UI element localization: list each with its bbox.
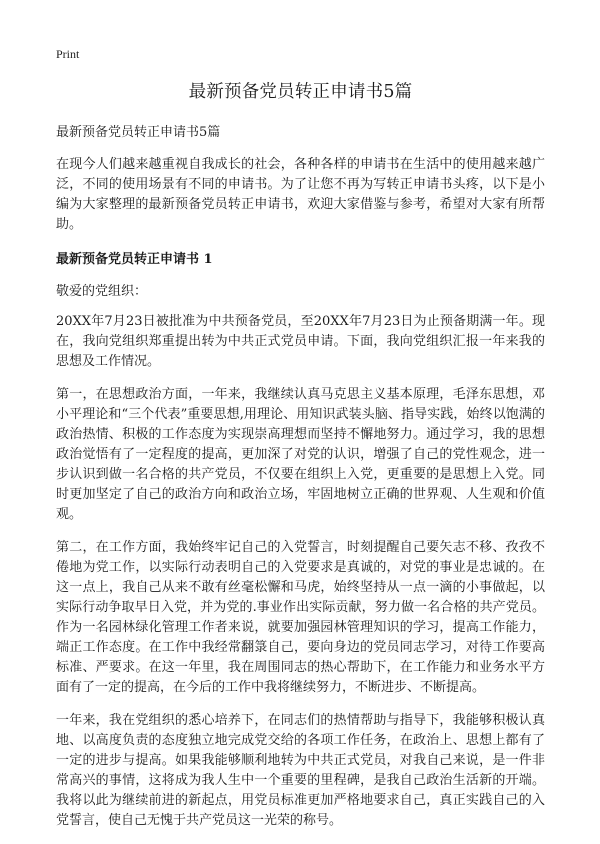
document-title: 最新预备党员转正申请书5篇	[188, 82, 413, 102]
document-subtitle: 最新预备党员转正申请书5篇	[56, 125, 221, 140]
section-heading: 最新预备党员转正申请书 1	[56, 252, 213, 267]
greeting: 敬爱的党组织：	[56, 284, 148, 299]
paragraph-2: 第一，在思想政治方面，一年来，我继续认真马克思主义基本原理，毛泽东思想，邓小平理论和“三个代表”重要思想,用理论、用知识武装头脑、指导实践，始终以饱满的政治热情、积极的工作态度为实现崇高理想而坚持不懈地努力。通过学习，我的思想政治觉悟有了一定程度的提高，更加深了对党的认识，增强了自己的党性观念，进一步认识到做一名合格的共产党员，不仅要在组织上入党，更重要的是思想上入党。同时更加坚定了自己的政治方向和政治立场，牢固地树立正确的世界观、人生观和价值观。	[56, 387, 545, 522]
paragraph-4: 一年来，我在党组织的悉心培养下，在同志们的热情帮助与指导下，我能够积极认真地、以高度负责的态度独立地完成党交给的各项工作任务，在政治上、思想上都有了一定的进步与提高。如果我能够顺利地转为中共正式党员，对我自己来说，是一件非常高兴的事情，这将成为我人生中一个重要的里程碑，是我自己政治生活新的开端。我将以此为继续前进的新起点，用党员标准更加严格地要求自己，真正实践自己的入党誓言，使自己无愧于共产党员这一光荣的称号。	[56, 713, 545, 828]
paragraph-3: 第二，在工作方面，我始终牢记自己的入党誓言，时刻提醒自己要矢志不移、孜孜不倦地为党工作，以实际行动表明自己的入党要求是真诚的，对党的事业是忠诚的。在这一点上，我自己从来不敢有丝毫松懈和马虎，始终坚持从一点一滴的小事做起，以实际行动争取早日入党，并为党的.事业作出实际贡献，努力做一名合格的共产党员。作为一名园林绿化管理工作者来说，就要加强园林管理知识的学习，提高工作能力，端正工作态度。在工作中我经常翻箓自己，要向身边的党员同志学习，对待工作要高标准、严要求。在这一年里，我在周围同志的热心帮助下，在工作能力和业务水平方面有了一定的提高，在今后的工作中我将继续努力，不断进步、不断提高。	[56, 540, 545, 695]
paragraph-1: 20XX年7月23日被批准为中共预备党员，至20XX年7月23日为止预备期满一年。现在，我向党组织郑重提出转为中共正式党员申请。下面，我向党组织汇报一年来我的思想及工作情况。	[56, 314, 545, 369]
intro-paragraph: 在现今人们越来越重视自我成长的社会，各种各样的申请书在生活中的使用越来越广泛，不同的使用场景有不同的申请书。为了让您不再为写转正申请书头疼，以下是小编为大家整理的最新预备党员转正申请书，欢迎大家借鉴与参考，希望对大家有所帮助。	[56, 157, 545, 232]
print-link[interactable]: Print	[56, 47, 80, 61]
document-body	[56, 78, 545, 844]
